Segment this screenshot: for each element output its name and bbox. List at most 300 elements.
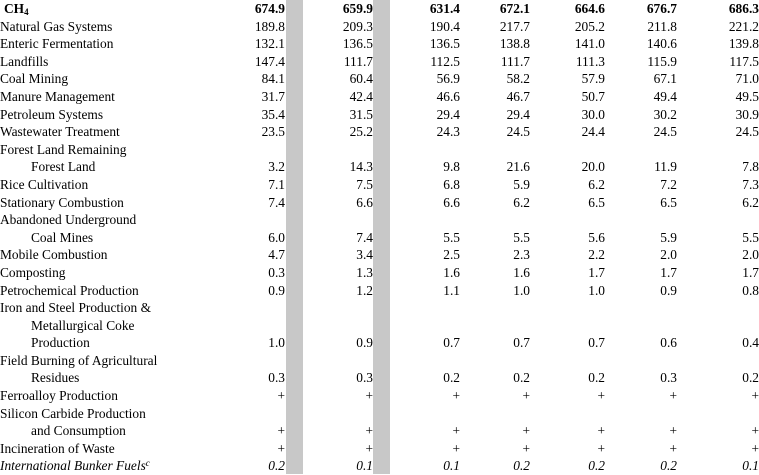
value-cell: 67.1 — [653, 71, 677, 87]
value-cell: 6.5 — [588, 194, 605, 210]
gap-cell — [285, 0, 303, 18]
value-cell: 30.9 — [735, 106, 759, 122]
gas-title-text: CH — [4, 1, 25, 16]
table-row — [0, 246, 759, 264]
value-cell — [390, 317, 460, 335]
table-row — [0, 123, 759, 141]
value-cell: 29.4 — [506, 106, 530, 122]
value-cell: 0.6 — [660, 335, 677, 351]
value-cell — [390, 352, 460, 370]
value-cell: 30.0 — [581, 106, 605, 122]
table-row — [0, 211, 759, 229]
gap-cell — [285, 53, 303, 71]
value-cell — [677, 211, 759, 229]
value-cell — [303, 405, 373, 423]
value-cell: 30.2 — [653, 106, 677, 122]
value-cell: 6.6 — [443, 194, 460, 210]
value-cell: 9.8 — [443, 159, 460, 175]
row-label: Abandoned Underground — [0, 212, 137, 228]
gap-cell — [285, 176, 303, 194]
value-cell: + — [669, 388, 677, 404]
value-cell: 1.7 — [660, 264, 677, 280]
gap-cell — [373, 229, 390, 247]
gap-cell — [373, 70, 390, 88]
value-cell: + — [597, 440, 605, 456]
value-cell: 138.8 — [499, 36, 530, 52]
value-cell: 7.2 — [660, 176, 677, 192]
row-label: Silicon Carbide Production — [0, 405, 146, 421]
value-cell — [390, 299, 460, 317]
value-cell: 5.9 — [660, 229, 677, 245]
table-row — [0, 158, 759, 176]
gap-cell — [373, 88, 390, 106]
value-cell: 0.2 — [443, 370, 460, 386]
footnote-marker: c — [145, 458, 150, 469]
value-cell: 189.8 — [254, 18, 285, 34]
value-cell — [460, 352, 530, 370]
value-cell: 6.2 — [742, 194, 759, 210]
table-row — [0, 141, 759, 159]
gap-cell — [373, 141, 390, 159]
value-cell: 1.6 — [443, 264, 460, 280]
value-cell: 6.6 — [356, 194, 373, 210]
row-label: Incineration of Waste — [0, 440, 115, 456]
row-label: Landfills — [0, 53, 49, 69]
value-cell — [390, 141, 460, 159]
table-row — [0, 70, 759, 88]
bunker-fuels-label — [0, 457, 200, 475]
value-cell: 112.5 — [430, 53, 460, 69]
value-cell: 58.2 — [506, 71, 530, 87]
value-cell: 6.2 — [588, 176, 605, 192]
value-cell: 0.1 — [742, 458, 759, 474]
gap-cell — [373, 211, 390, 229]
value-cell: 6.2 — [513, 194, 530, 210]
value-cell — [390, 405, 460, 423]
value-cell: 3.4 — [356, 247, 373, 263]
row-label: Natural Gas Systems — [0, 18, 113, 34]
value-cell: + — [365, 388, 373, 404]
table-row — [0, 264, 759, 282]
gap-cell — [285, 158, 303, 176]
value-cell: + — [522, 440, 530, 456]
gap-cell — [285, 18, 303, 36]
bunker-fuels-text: International Bunker Fuels — [0, 458, 146, 474]
row-label: Forest Land — [31, 159, 96, 175]
value-cell: 141.0 — [574, 36, 605, 52]
row-label: Field Burning of Agricultural — [0, 352, 158, 368]
value-cell — [200, 405, 285, 423]
gap-cell — [285, 70, 303, 88]
row-label: Production — [31, 335, 90, 351]
value-cell: 7.8 — [742, 159, 759, 175]
value-cell: + — [669, 423, 677, 439]
value-cell: 5.5 — [742, 229, 759, 245]
value-cell — [530, 352, 605, 370]
gap-cell — [373, 440, 390, 458]
value-cell: 115.9 — [647, 53, 677, 69]
total-cell: 659.9 — [342, 1, 373, 16]
value-cell — [530, 211, 605, 229]
value-cell: 209.3 — [342, 18, 373, 34]
value-cell: 49.5 — [735, 88, 759, 104]
value-cell — [303, 141, 373, 159]
gap-cell — [373, 246, 390, 264]
gap-cell — [373, 176, 390, 194]
gap-cell — [373, 123, 390, 141]
gap-cell — [285, 88, 303, 106]
gap-cell — [373, 334, 390, 352]
value-cell: 24.5 — [653, 124, 677, 140]
gap-cell — [285, 106, 303, 124]
value-cell: + — [365, 440, 373, 456]
value-cell: 42.4 — [349, 88, 373, 104]
value-cell: 0.2 — [588, 370, 605, 386]
row-label: Iron and Steel Production & — [0, 300, 151, 316]
value-cell — [303, 299, 373, 317]
value-cell: 0.2 — [513, 458, 530, 474]
value-cell: 111.7 — [343, 53, 373, 69]
row-label: Composting — [0, 264, 66, 280]
table-row — [0, 88, 759, 106]
value-cell: 7.3 — [742, 176, 759, 192]
table-row — [0, 229, 759, 247]
value-cell: 140.6 — [646, 36, 677, 52]
row-label: Coal Mining — [0, 71, 69, 87]
value-cell: 20.0 — [581, 159, 605, 175]
value-cell: + — [452, 423, 460, 439]
value-cell: + — [277, 388, 285, 404]
value-cell — [200, 141, 285, 159]
value-cell — [460, 141, 530, 159]
gap-cell — [373, 457, 390, 475]
value-cell: 29.4 — [436, 106, 460, 122]
value-cell: 5.5 — [443, 229, 460, 245]
value-cell: 0.9 — [660, 282, 677, 298]
table-row — [0, 440, 759, 458]
value-cell: 14.3 — [349, 159, 373, 175]
gap-cell — [285, 229, 303, 247]
value-cell: 136.5 — [429, 36, 460, 52]
value-cell: 46.7 — [506, 88, 530, 104]
value-cell — [605, 317, 677, 335]
total-cell: 686.3 — [728, 1, 759, 16]
table-row — [0, 422, 759, 440]
value-cell — [605, 141, 677, 159]
row-label: Mobile Combustion — [0, 247, 108, 263]
table-row — [0, 194, 759, 212]
value-cell: 1.1 — [443, 282, 460, 298]
table-row — [0, 352, 759, 370]
table-row — [0, 282, 759, 300]
value-cell: 21.6 — [506, 159, 530, 175]
gap-cell — [285, 334, 303, 352]
gap-cell — [285, 264, 303, 282]
value-cell: 2.5 — [443, 247, 460, 263]
value-cell: 57.9 — [581, 71, 605, 87]
value-cell: 24.5 — [506, 124, 530, 140]
value-cell: 3.2 — [268, 159, 285, 175]
value-cell: 31.7 — [261, 88, 285, 104]
value-cell: 50.7 — [581, 88, 605, 104]
value-cell: 0.9 — [356, 335, 373, 351]
value-cell: 0.8 — [742, 282, 759, 298]
value-cell — [677, 352, 759, 370]
table-total-row — [0, 0, 759, 18]
value-cell — [390, 211, 460, 229]
value-cell — [605, 299, 677, 317]
value-cell: 132.1 — [254, 36, 285, 52]
value-cell — [460, 317, 530, 335]
value-cell — [303, 352, 373, 370]
value-cell: + — [597, 388, 605, 404]
value-cell: 1.7 — [742, 264, 759, 280]
value-cell: 136.5 — [342, 36, 373, 52]
value-cell: 0.4 — [742, 335, 759, 351]
row-label: Petroleum Systems — [0, 106, 104, 122]
value-cell: + — [522, 388, 530, 404]
value-cell: 0.2 — [513, 370, 530, 386]
gap-cell — [285, 440, 303, 458]
value-cell: 1.0 — [268, 335, 285, 351]
value-cell: 2.0 — [742, 247, 759, 263]
value-cell: + — [669, 440, 677, 456]
row-label: and Consumption — [31, 423, 126, 439]
value-cell — [460, 299, 530, 317]
row-label: Coal Mines — [31, 229, 94, 245]
value-cell: 0.3 — [268, 264, 285, 280]
value-cell — [605, 405, 677, 423]
row-label: Ferroalloy Production — [0, 388, 118, 404]
gap-cell — [373, 0, 390, 18]
value-cell: + — [751, 423, 759, 439]
gap-cell — [285, 141, 303, 159]
gap-cell — [373, 282, 390, 300]
gas-title-subscript: 4 — [24, 7, 29, 17]
gap-cell — [373, 264, 390, 282]
value-cell: + — [597, 423, 605, 439]
value-cell: + — [452, 388, 460, 404]
value-cell: 0.1 — [356, 458, 373, 474]
value-cell — [460, 211, 530, 229]
gap-cell — [285, 123, 303, 141]
gap-cell — [285, 369, 303, 387]
gap-cell — [373, 35, 390, 53]
gap-cell — [373, 106, 390, 124]
gas-title — [0, 0, 200, 18]
value-cell: 24.4 — [581, 124, 605, 140]
value-cell: 60.4 — [349, 71, 373, 87]
total-cell: 631.4 — [429, 1, 460, 16]
value-cell — [677, 317, 759, 335]
value-cell: 1.7 — [588, 264, 605, 280]
gap-cell — [373, 158, 390, 176]
value-cell — [200, 299, 285, 317]
gap-cell — [285, 246, 303, 264]
value-cell — [530, 317, 605, 335]
value-cell — [677, 299, 759, 317]
gap-cell — [373, 369, 390, 387]
value-cell: + — [452, 440, 460, 456]
value-cell: 1.0 — [513, 282, 530, 298]
value-cell: 1.6 — [513, 264, 530, 280]
value-cell: 23.5 — [261, 124, 285, 140]
table-row — [0, 317, 759, 335]
value-cell: 49.4 — [653, 88, 677, 104]
table-row — [0, 369, 759, 387]
value-cell: 56.9 — [436, 71, 460, 87]
gap-cell — [285, 457, 303, 475]
value-cell — [530, 141, 605, 159]
value-cell: 84.1 — [261, 71, 285, 87]
value-cell: 2.2 — [588, 247, 605, 263]
gap-cell — [285, 405, 303, 423]
value-cell: 111.7 — [500, 53, 530, 69]
value-cell: 0.1 — [443, 458, 460, 474]
total-cell: 676.7 — [646, 1, 677, 16]
value-cell — [677, 141, 759, 159]
value-cell: 31.5 — [349, 106, 373, 122]
value-cell: 0.7 — [588, 335, 605, 351]
value-cell — [530, 299, 605, 317]
total-cell: 674.9 — [254, 1, 285, 16]
value-cell: 7.4 — [268, 194, 285, 210]
value-cell: 35.4 — [261, 106, 285, 122]
value-cell — [530, 405, 605, 423]
value-cell: 25.2 — [349, 124, 373, 140]
value-cell: 6.8 — [443, 176, 460, 192]
value-cell: 1.0 — [588, 282, 605, 298]
value-cell: 217.7 — [499, 18, 530, 34]
value-cell: 4.7 — [268, 247, 285, 263]
table-row — [0, 35, 759, 53]
gap-cell — [285, 299, 303, 317]
gap-cell — [373, 299, 390, 317]
value-cell: 2.0 — [660, 247, 677, 263]
gap-cell — [373, 387, 390, 405]
gap-cell — [373, 18, 390, 36]
value-cell: 0.7 — [513, 335, 530, 351]
value-cell: 1.3 — [356, 264, 373, 280]
value-cell — [460, 405, 530, 423]
value-cell: 147.4 — [254, 53, 285, 69]
row-label: Rice Cultivation — [0, 176, 89, 192]
table-row — [0, 387, 759, 405]
value-cell: 117.5 — [729, 53, 759, 69]
row-label: Stationary Combustion — [0, 194, 124, 210]
value-cell: + — [277, 440, 285, 456]
value-cell: 7.5 — [356, 176, 373, 192]
value-cell: 2.3 — [513, 247, 530, 263]
value-cell: 211.8 — [647, 18, 677, 34]
value-cell: + — [522, 423, 530, 439]
value-cell: 7.4 — [356, 229, 373, 245]
gap-cell — [373, 194, 390, 212]
value-cell: 24.3 — [436, 124, 460, 140]
gap-cell — [285, 282, 303, 300]
value-cell — [677, 405, 759, 423]
gap-cell — [285, 35, 303, 53]
value-cell — [605, 211, 677, 229]
gap-cell — [285, 211, 303, 229]
table-row — [0, 405, 759, 423]
row-label: Metallurgical Coke — [31, 317, 135, 333]
value-cell: 190.4 — [429, 18, 460, 34]
value-cell: 0.9 — [268, 282, 285, 298]
table-row — [0, 176, 759, 194]
row-label: Manure Management — [0, 88, 115, 104]
value-cell: 0.3 — [356, 370, 373, 386]
value-cell: 24.5 — [735, 124, 759, 140]
gap-cell — [285, 194, 303, 212]
gap-cell — [285, 422, 303, 440]
value-cell: 5.5 — [513, 229, 530, 245]
value-cell: 0.3 — [268, 370, 285, 386]
gap-cell — [285, 352, 303, 370]
gap-cell — [373, 422, 390, 440]
value-cell: 11.9 — [654, 159, 677, 175]
value-cell: 5.6 — [588, 229, 605, 245]
value-cell: 0.2 — [268, 458, 285, 474]
value-cell: 221.2 — [728, 18, 759, 34]
value-cell: 0.7 — [443, 335, 460, 351]
value-cell: 6.5 — [660, 194, 677, 210]
value-cell: + — [751, 388, 759, 404]
value-cell: + — [751, 440, 759, 456]
value-cell — [200, 211, 285, 229]
row-label: Residues — [31, 370, 80, 386]
value-cell: 5.9 — [513, 176, 530, 192]
total-cell: 672.1 — [499, 1, 530, 16]
value-cell: 6.0 — [268, 229, 285, 245]
row-label: Enteric Fermentation — [0, 36, 114, 52]
value-cell: 0.2 — [742, 370, 759, 386]
table-row — [0, 18, 759, 36]
value-cell: 111.3 — [575, 53, 605, 69]
value-cell — [605, 352, 677, 370]
value-cell: 0.2 — [660, 458, 677, 474]
value-cell — [200, 352, 285, 370]
value-cell: 0.2 — [588, 458, 605, 474]
table-row — [0, 334, 759, 352]
value-cell: 205.2 — [574, 18, 605, 34]
value-cell: 1.2 — [356, 282, 373, 298]
gap-cell — [373, 405, 390, 423]
value-cell: 71.0 — [735, 71, 759, 87]
row-label: Forest Land Remaining — [0, 141, 127, 157]
total-cell: 664.6 — [574, 1, 605, 16]
value-cell: 139.8 — [728, 36, 759, 52]
gap-cell — [285, 317, 303, 335]
value-cell: 0.3 — [660, 370, 677, 386]
value-cell: 46.6 — [436, 88, 460, 104]
value-cell: 7.1 — [268, 176, 285, 192]
table-row — [0, 299, 759, 317]
value-cell: + — [277, 423, 285, 439]
table-row — [0, 53, 759, 71]
value-cell: + — [365, 423, 373, 439]
row-label: Petrochemical Production — [0, 282, 139, 298]
table-row — [0, 106, 759, 124]
gap-cell — [285, 387, 303, 405]
value-cell — [200, 317, 285, 335]
value-cell — [303, 317, 373, 335]
gap-cell — [373, 352, 390, 370]
row-label: Wastewater Treatment — [0, 124, 120, 140]
value-cell — [303, 211, 373, 229]
bunker-fuels-row — [0, 457, 759, 475]
gap-cell — [373, 317, 390, 335]
